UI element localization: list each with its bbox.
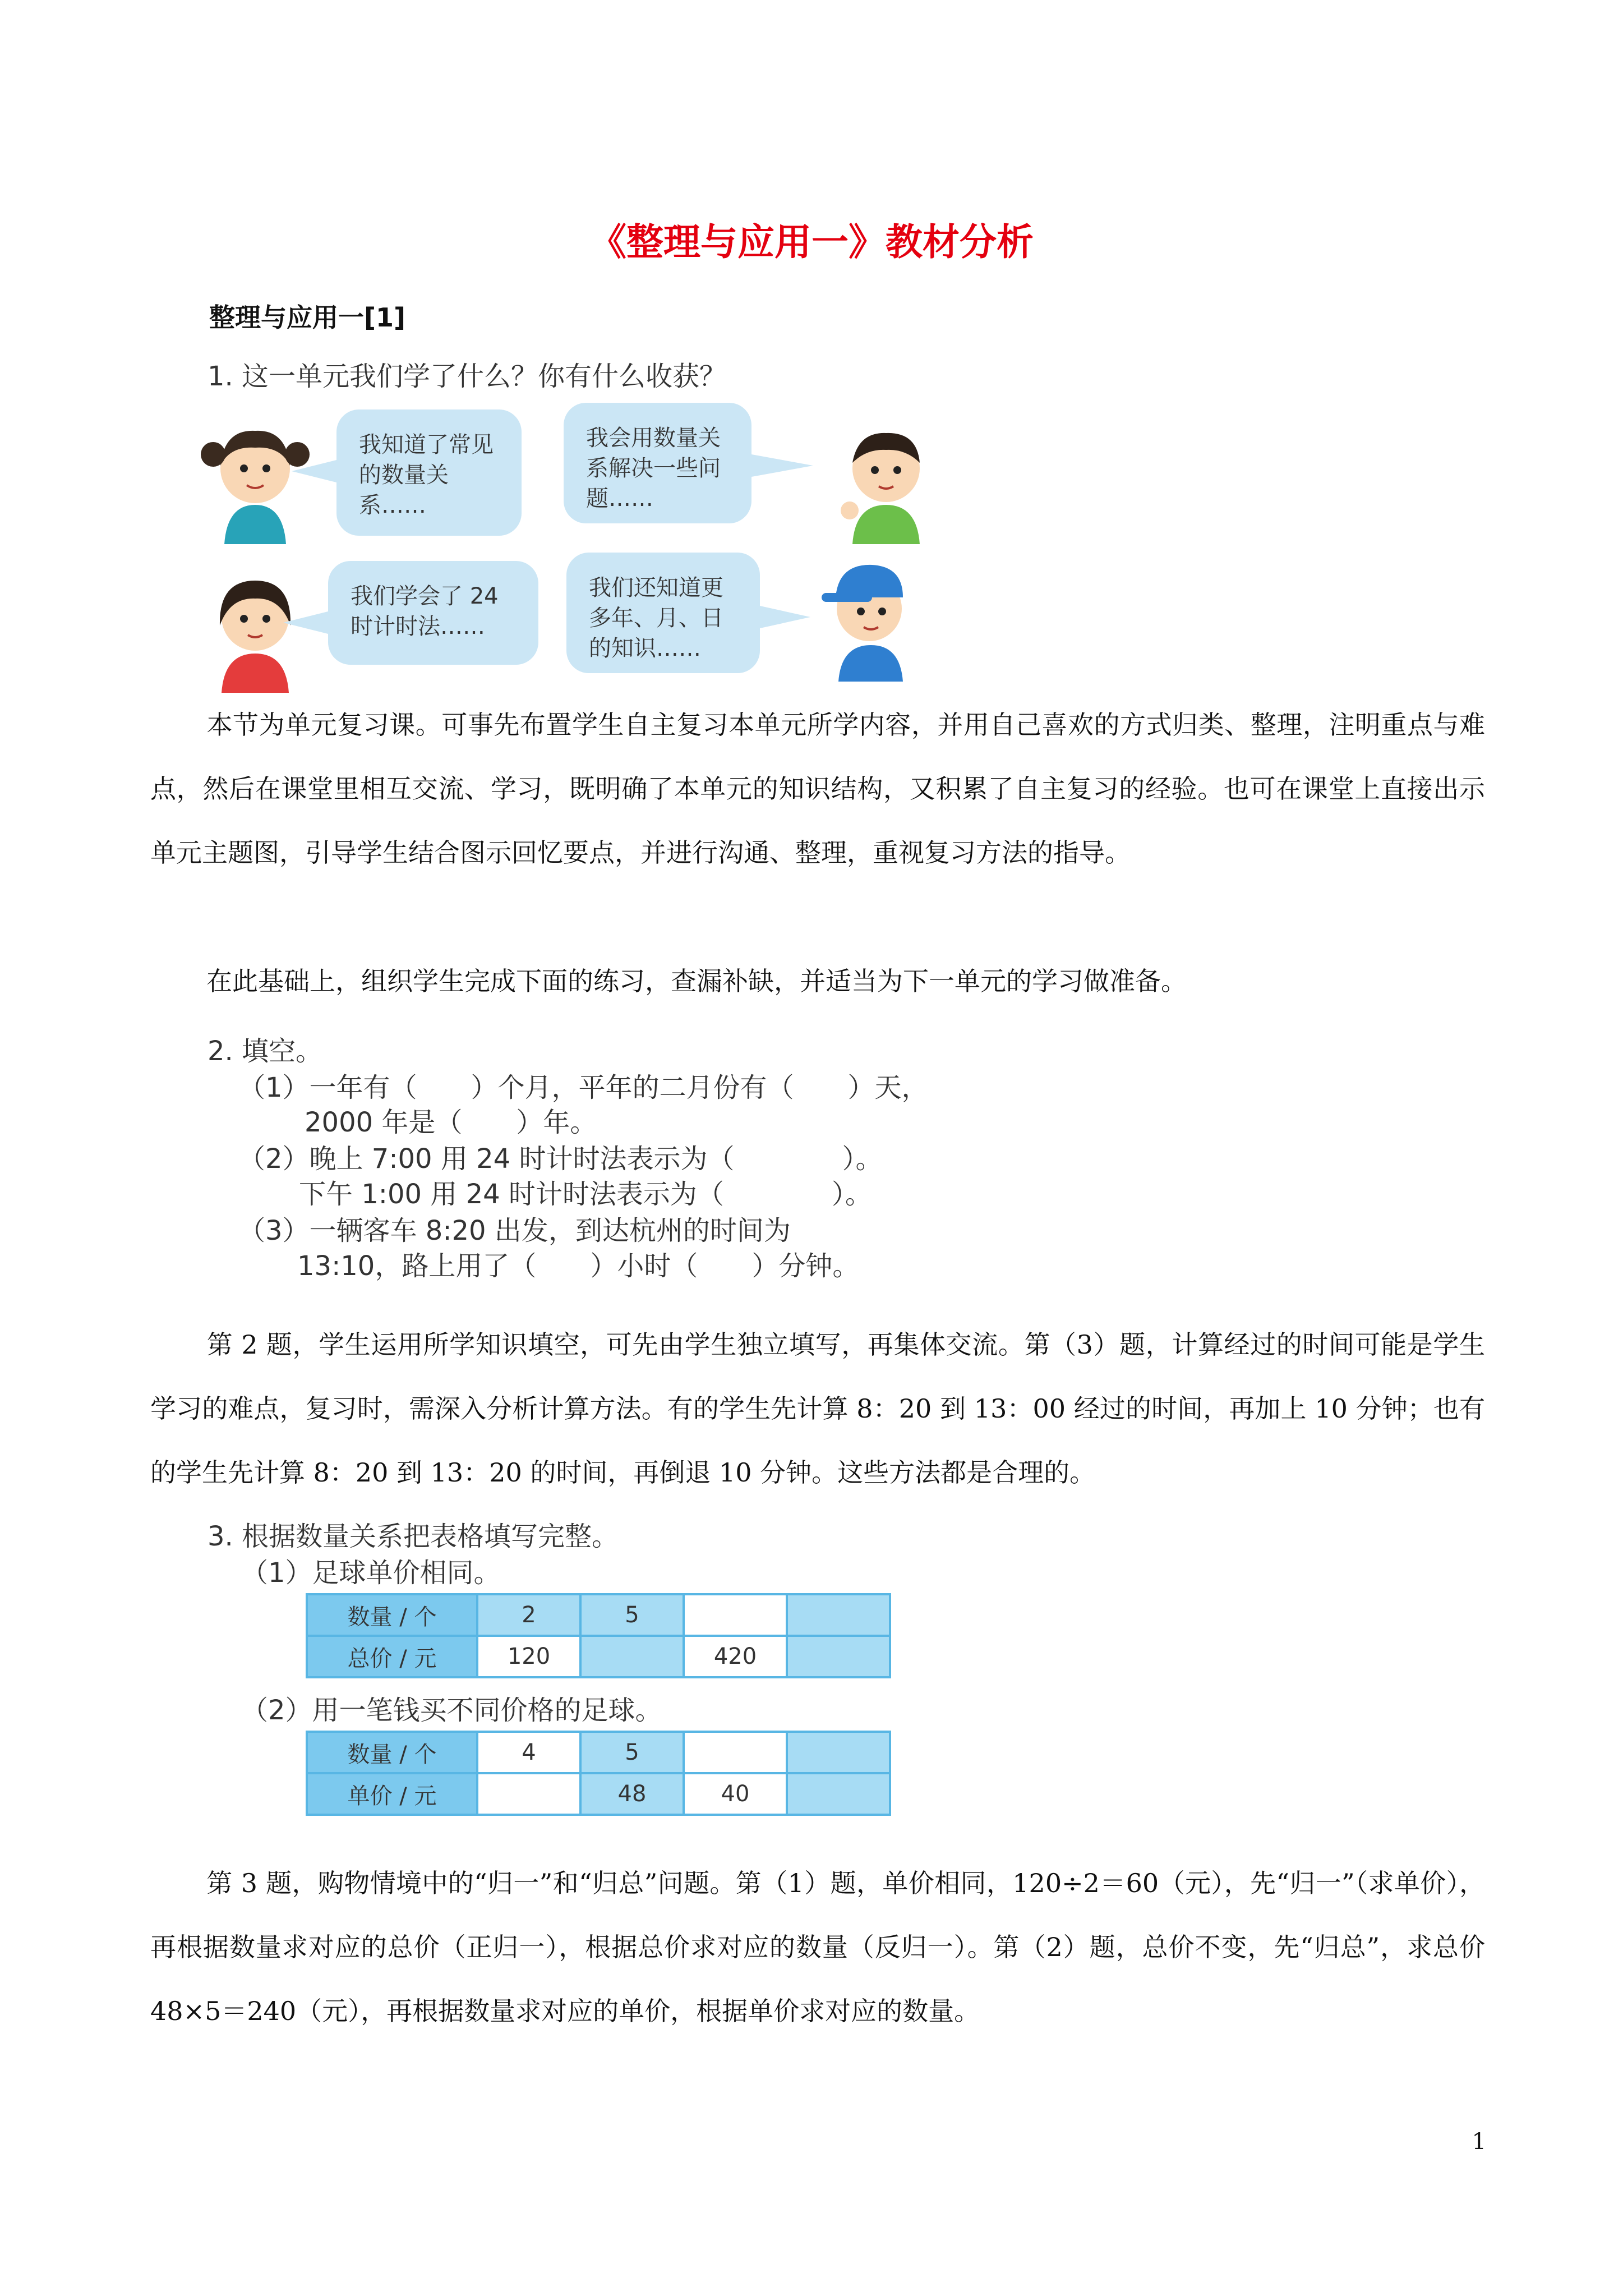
boy-blue-cap-illustration bbox=[810, 553, 928, 682]
table-cell: 420 bbox=[684, 1636, 787, 1677]
speech-bubble-3-tail bbox=[283, 611, 328, 634]
q2-line-1: （1）一年有（ ）个月，平年的二月份有（ ）天， bbox=[238, 1072, 929, 1103]
section-heading: 整理与应用一[1] bbox=[209, 302, 406, 333]
table-cell bbox=[580, 1636, 684, 1677]
table-row bbox=[307, 1594, 890, 1636]
q2-line-5: （3）一辆客车 8:20 出发，到达杭州的时间为 bbox=[238, 1215, 791, 1246]
paragraph-2-text: 在此基础上，组织学生完成下面的练习，查漏补缺，并适当为下一单元的学习做准备。 bbox=[206, 966, 1187, 996]
q3-heading: 3. 根据数量关系把表格填写完整。 bbox=[208, 1521, 619, 1552]
speech-bubble-1-tail bbox=[292, 460, 336, 482]
q2-line-6: 13:10，路上用了（ ）小时（ ）分钟。 bbox=[297, 1250, 860, 1282]
table-cell: 单价 / 元 bbox=[307, 1773, 477, 1815]
table-row bbox=[307, 1732, 890, 1773]
paragraph-4-text: 第 3 题，购物情境中的“归一”和“归总”问题。第（1）题，单价相同，120÷2＝60（元），先“归一”（求单价），再根据数量求对应的总价（正归一），根据总价求对应的数量（反归一）。第（2）题，总价不变，先“归总”，求总价 48×5＝240（元），再根据数量求对应的单价，根据单价求对应的数量。 bbox=[150, 1868, 1485, 2026]
table-cell bbox=[684, 1732, 787, 1773]
table-cell: 4 bbox=[477, 1732, 580, 1773]
table-cell: 120 bbox=[477, 1636, 580, 1677]
boy-green-shirt-illustration bbox=[827, 415, 945, 544]
paragraph-1-text: 本节为单元复习课。可事先布置学生自主复习本单元所学内容，并用自己喜欢的方式归类、整理，注明重点与难点，然后在课堂里相互交流、学习，既明确了本单元的知识结构，又积累了自主复习的经验。也可在课堂上直接出示单元主题图，引导学生结合图示回忆要点，并进行沟通、整理，重视复习方法的指导。 bbox=[150, 710, 1485, 868]
page-number: 1 bbox=[1472, 2129, 1486, 2155]
q1-prompt: 1. 这一单元我们学了什么？你有什么收获？ bbox=[208, 361, 727, 392]
speech-bubble-2: 我会用数量关系解决一些问题…… bbox=[564, 403, 751, 523]
table-cell bbox=[787, 1636, 890, 1677]
q2-line-2: 2000 年是（ ）年。 bbox=[305, 1107, 597, 1138]
table-cell: 2 bbox=[477, 1594, 580, 1636]
table-cell: 48 bbox=[580, 1773, 684, 1815]
q2-line-4: 下午 1:00 用 24 时计时法表示为（ ）。 bbox=[299, 1179, 872, 1210]
table-cell: 数量 / 个 bbox=[307, 1732, 477, 1773]
paragraph-3-text: 第 2 题，学生运用所学知识填空，可先由学生独立填写，再集体交流。第（3）题，计算经过的时间可能是学生学习的难点，复习时，需深入分析计算方法。有的学生先计算 8：20 到 13：00 经过的时间，再加上 10 分钟；也有的学生先计算 8：20 到 13：20 的时间，再倒退 10 分钟。这些方法都是合理的。 bbox=[150, 1329, 1485, 1488]
table-cell: 5 bbox=[580, 1594, 684, 1636]
q3-table-1 bbox=[306, 1593, 891, 1678]
table-cell bbox=[787, 1773, 890, 1815]
speech-bubble-4: 我们还知道更多年、月、日的知识…… bbox=[566, 553, 760, 673]
paragraph-4 bbox=[150, 1851, 1485, 2043]
speech-bubble-3: 我们学会了 24 时计时法…… bbox=[328, 561, 538, 665]
q3-table-2 bbox=[306, 1731, 891, 1816]
table-cell bbox=[787, 1594, 890, 1636]
table-row bbox=[307, 1636, 890, 1677]
speech-bubble-1: 我知道了常见的数量关系…… bbox=[336, 409, 522, 536]
table-cell: 40 bbox=[684, 1773, 787, 1815]
table-cell bbox=[787, 1732, 890, 1773]
table-cell: 总价 / 元 bbox=[307, 1636, 477, 1677]
paragraph-1 bbox=[150, 693, 1485, 885]
q2-line-3: （2）晚上 7:00 用 24 时计时法表示为（ ）。 bbox=[238, 1143, 883, 1175]
page-title: 《整理与应用一》教材分析 bbox=[589, 220, 1034, 264]
paragraph-2 bbox=[150, 949, 1485, 1013]
q3-sub-2: （2）用一笔钱买不同价格的足球。 bbox=[241, 1695, 662, 1726]
q2-heading: 2. 填空。 bbox=[208, 1036, 323, 1067]
table-cell: 5 bbox=[580, 1732, 684, 1773]
table-cell bbox=[684, 1594, 787, 1636]
q3-sub-1: （1）足球单价相同。 bbox=[241, 1557, 501, 1589]
table-row bbox=[307, 1773, 890, 1815]
speech-bubble-2-tail bbox=[751, 454, 813, 477]
paragraph-3 bbox=[150, 1313, 1485, 1504]
speech-bubble-4-tail bbox=[760, 606, 810, 628]
table-cell bbox=[477, 1773, 580, 1815]
table-cell: 数量 / 个 bbox=[307, 1594, 477, 1636]
